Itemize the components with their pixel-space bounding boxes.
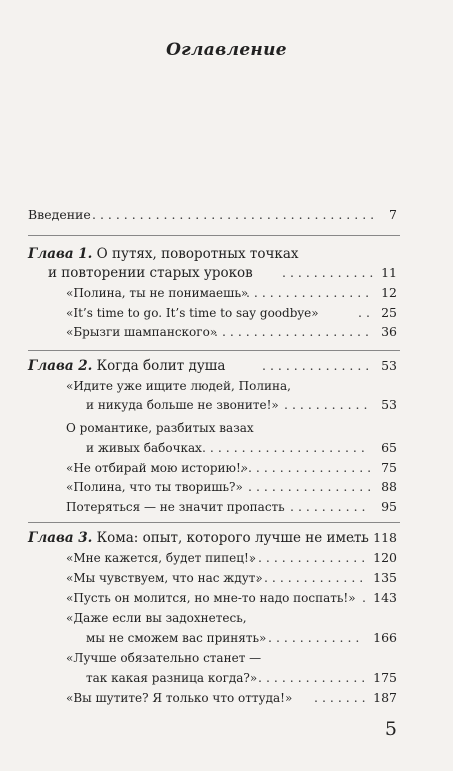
entry-label: «Полина, что ты творишь?» [66, 480, 243, 494]
toc-entry-line1[interactable] [0, 418, 453, 438]
entry-label: «Мы чувствуем, что нас ждут» [66, 571, 263, 585]
entry-label: «Вы шутите? Я только что оттуда!» [66, 691, 293, 705]
entry-page: 166 [373, 630, 397, 645]
toc-entry[interactable] [0, 688, 453, 708]
leader-dots [358, 303, 372, 323]
toc-entry[interactable] [0, 283, 453, 303]
chapter-number: Глава 2. [28, 358, 93, 374]
toc-chapter-3[interactable] [0, 528, 453, 548]
entry-label: Потеряться — не значит пропасть [66, 500, 285, 514]
chapter-title [28, 356, 225, 376]
toc-entry[interactable] [0, 438, 453, 458]
chapter-number: Глава 1. [28, 246, 93, 262]
entry-label: «Полина, ты не понимаешь» [66, 286, 249, 300]
entry-label-line1: «Идите уже ищите людей, Полина, [66, 379, 291, 393]
leader-dots [314, 688, 366, 708]
entry-page: 88 [381, 479, 397, 494]
leader-dots [282, 263, 374, 283]
toc-entry[interactable] [0, 322, 453, 342]
entry-page: 25 [381, 305, 397, 320]
leader-dots [240, 458, 372, 478]
leader-dots [362, 588, 368, 608]
page-title: Оглавление [166, 40, 287, 60]
leader-dots [92, 205, 382, 225]
entry-label: Введение [28, 207, 91, 222]
leader-dots [256, 568, 366, 588]
entry-page: 95 [381, 499, 397, 514]
chapter-title [28, 528, 369, 548]
leader-dots [284, 395, 372, 415]
leader-dots [250, 548, 366, 568]
toc-entry[interactable] [0, 548, 453, 568]
chapter-title-line2: и повторении старых уроков [48, 265, 253, 281]
entry-label-line2: мы не сможем вас принять» [86, 631, 267, 645]
entry-label-line1: О романтике, разбитых вазах [66, 421, 254, 435]
entry-page: 120 [373, 550, 397, 565]
toc-entry[interactable] [0, 458, 453, 478]
chapter-title-line1: О путях, поворотных точках [92, 246, 299, 262]
divider [28, 235, 400, 236]
page-number: 5 [384, 718, 397, 740]
entry-page: 135 [373, 570, 397, 585]
entry-page: 53 [381, 397, 397, 412]
toc-entry[interactable] [0, 588, 453, 608]
entry-page: 187 [373, 690, 397, 705]
toc-entry-line1[interactable] [0, 648, 453, 668]
chapter-number: Глава 3. [28, 530, 93, 546]
leader-dots [290, 497, 372, 517]
entry-page: 75 [381, 460, 397, 475]
toc-chapter-1[interactable] [0, 263, 453, 283]
entry-page: 53 [381, 358, 397, 373]
toc-entry-line1[interactable] [0, 376, 453, 396]
entry-page: 175 [373, 670, 397, 685]
toc-entry-line1[interactable] [0, 608, 453, 628]
toc-entry[interactable] [0, 497, 453, 517]
toc-entry[interactable] [0, 477, 453, 497]
entry-page: 12 [381, 285, 397, 300]
toc-entry[interactable] [0, 395, 453, 415]
chapter-title-line1: Когда болит душа [92, 358, 226, 374]
entry-label: «Не отбирай мою историю!» [66, 461, 249, 475]
entry-page: 65 [381, 440, 397, 455]
leader-dots [352, 528, 368, 548]
toc-chapter-2[interactable] [0, 356, 453, 376]
entry-page: 143 [373, 590, 397, 605]
toc-entry[interactable] [0, 303, 453, 323]
leader-dots [194, 438, 372, 458]
entry-label-line1: «Лучше обязательно станет — [66, 651, 262, 665]
chapter-title-line1: Кома: опыт, которого лучше не иметь [92, 530, 369, 546]
entry-label: «Брызги шампанского» [66, 325, 218, 339]
leader-dots [258, 668, 366, 688]
leader-dots [268, 628, 364, 648]
entry-label-line2: так какая разница когда?» [86, 671, 258, 685]
divider [28, 350, 400, 351]
toc-chapter-1-heading[interactable] [0, 244, 453, 264]
entry-label: «Мне кажется, будет пипец!» [66, 551, 257, 565]
leader-dots [238, 283, 372, 303]
entry-page: 118 [373, 530, 397, 545]
entry-label-line2: и живых бабочках [86, 441, 202, 455]
toc-entry[interactable] [0, 628, 453, 648]
entry-page: 11 [381, 265, 397, 280]
chapter-title [28, 244, 299, 264]
leader-dots [214, 322, 372, 342]
leader-dots [248, 477, 372, 497]
toc-entry-intro[interactable] [0, 205, 453, 225]
divider [28, 522, 400, 523]
entry-label: «It’s time to go. It’s time to say goodbye» [66, 306, 319, 320]
entry-label: «Пусть он молится, но мне-то надо поспать!» [66, 591, 356, 605]
toc-entry[interactable] [0, 568, 453, 588]
entry-label-line1: «Даже если вы задохнетесь, [66, 611, 247, 625]
entry-page: 36 [381, 324, 397, 339]
entry-label-line2: и никуда больше не звоните!» [86, 398, 279, 412]
entry-page: 7 [389, 207, 397, 222]
toc-entry[interactable] [0, 668, 453, 688]
leader-dots [262, 356, 374, 376]
